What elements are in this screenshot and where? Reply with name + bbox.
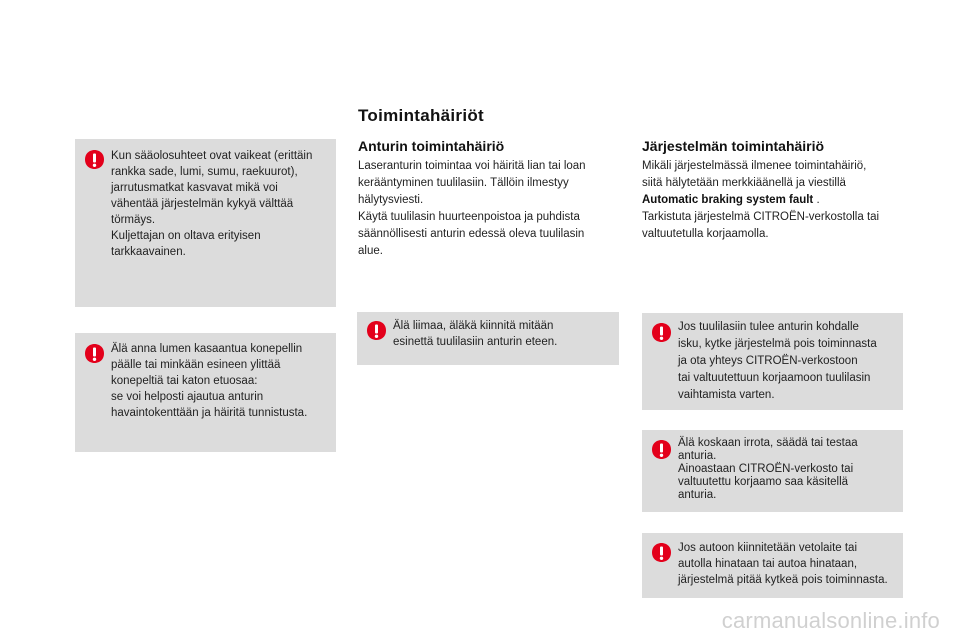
warning-exclamation-icon bbox=[651, 322, 672, 343]
warning-box-towing bbox=[642, 533, 903, 598]
warning-text-towing: Jos autoon kiinnitetään vetolaite tai autolla hinataan tai autoa hinataan, järjestelmä pitää kytkeä pois toiminnasta. bbox=[678, 542, 888, 586]
warning-box-sticker bbox=[357, 312, 619, 365]
system-fault-text-before: Mikäli järjestelmässä ilmenee toimintahäiriö, siitä hälytetään merkkiäänellä ja viestillä bbox=[642, 160, 867, 189]
warning-exclamation-icon bbox=[84, 343, 105, 364]
warning-text-snow: Älä anna lumen kasaantua konepellin päälle tai minkään esineen ylittää konepeltiä tai katon etuosaa: se voi helposti ajautua anturin havaintokenttään ja häiritä tunnistusta. bbox=[111, 343, 308, 419]
system-fault-text bbox=[642, 158, 912, 243]
warning-text-windscreen: Jos tuulilasiin tulee anturin kohdalle isku, kytke järjestelmä pois toiminnasta ja ota yhteys CITROËN-verkostoon tai valtuutettuun korjaamoon tuulilasin vaihtamista varten. bbox=[678, 321, 877, 401]
warning-box-windscreen bbox=[642, 313, 903, 410]
warning-exclamation-icon bbox=[651, 439, 672, 460]
warning-text-sticker: Älä liimaa, äläkä kiinnitä mitään esinettä tuulilasiin anturin eteen. bbox=[393, 320, 558, 348]
warning-exclamation-icon bbox=[651, 542, 672, 563]
watermark: carmanualsonline.info bbox=[721, 608, 940, 633]
warning-exclamation-icon bbox=[84, 149, 105, 170]
warning-text-weather: Kun sääolosuhteet ovat vaikeat (erittäin rankka sade, lumi, sumu, raekuurot), jarrutusmatkat kasvavat mikä voi vähentää järjestelmän kykyä välttää törmäys. Kuljettajan on oltava erityisen tarkkaavainen. bbox=[111, 150, 313, 258]
page-title: Toimintahäiriöt bbox=[358, 106, 485, 125]
warning-box-tamper bbox=[642, 430, 903, 512]
warning-exclamation-icon bbox=[366, 320, 387, 341]
warning-box-snow bbox=[75, 333, 336, 452]
warning-box-weather bbox=[75, 139, 336, 307]
system-fault-heading: Järjestelmän toimintahäiriö bbox=[642, 138, 825, 154]
sensor-fault-heading: Anturin toimintahäiriö bbox=[358, 138, 505, 154]
fault-message: Automatic braking system fault bbox=[642, 194, 814, 206]
warning-text-tamper: Älä koskaan irrota, säädä tai testaa anturia. Ainoastaan CITROËN-verkosto tai valtuutettu korjaamo saa käsitellä anturia. bbox=[678, 437, 858, 501]
system-fault-text-after: . Tarkistuta järjestelmä CITROËN-verkostolla tai valtuutetulla korjaamolla. bbox=[642, 194, 880, 240]
sensor-fault-text: Laseranturin toimintaa voi häiritä lian tai loan kerääntyminen tuulilasiin. Tällöin ilmestyy hälytysviesti. Käytä tuulilasin huurteenpoistoa ja puhdista säännöllisesti anturin edessä oleva tuulilasin alue. bbox=[358, 160, 586, 257]
